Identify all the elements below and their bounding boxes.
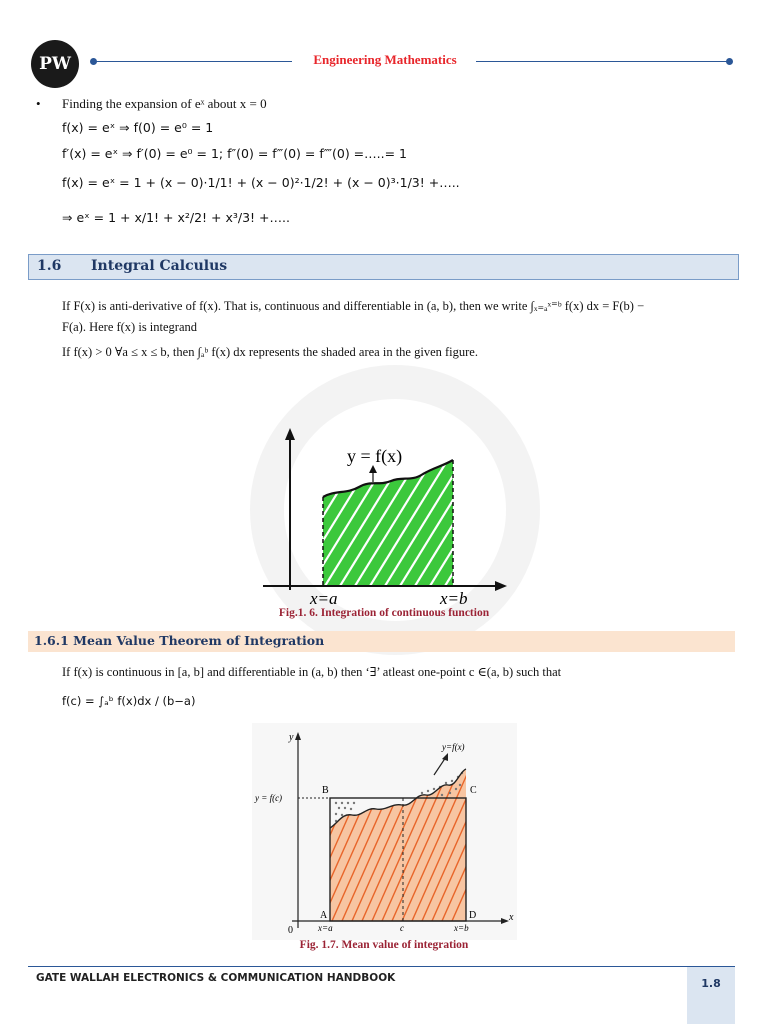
section-title: Integral Calculus — [91, 258, 228, 274]
x-axis-arrow-icon — [501, 918, 509, 924]
pw-logo: PW — [31, 40, 79, 88]
mvt-figure — [252, 723, 517, 940]
pointer-arrow-icon — [369, 465, 377, 473]
label-x-b: x=b — [440, 589, 468, 608]
label-origin: 0 — [288, 925, 293, 936]
curve-label: y=f(x) — [442, 742, 465, 752]
shaded-area — [323, 460, 453, 586]
page-number: 1.8 — [687, 967, 735, 1024]
section-number: 1.6 — [37, 258, 62, 274]
label-x-a: x=a — [318, 923, 333, 933]
mvt-figure-panel — [252, 723, 517, 940]
curve-label: y = f(x) — [347, 446, 403, 466]
figure-1-caption: Fig.1. 6. Integration of continuous function — [278, 607, 490, 619]
y-axis-label: y — [289, 732, 294, 743]
mvt-para: If f(x) is continuous in [a, b] and differentiable in (a, b) then ‘∃’ atleast one-point c ∈(a, b) such that — [62, 665, 562, 679]
integral-para-line-2: F(a). Here f(x) is integrand — [62, 320, 198, 334]
integral-para-line-1: If F(x) is anti-derivative of f(x). That is, continuous and differentiable in (a, b), then we write ∫ₓ₌ₐˣ⁼ᵇ f(x) dx = F(b) − — [62, 299, 645, 313]
footer-title: GATE WALLAH ELECTRONICS & COMMUNICATION HANDBOOK — [36, 972, 396, 984]
expansion-intro: Finding the expansion of eˣ about x = 0 — [62, 96, 267, 111]
y-axis-arrow-icon — [295, 732, 301, 740]
y-axis-arrow-icon — [285, 428, 295, 440]
expansion-line-2: f′(x) = eˣ ⇒ f′(0) = e⁰ = 1; f″(0) = f‴(0) = f⁗(0) =…..= 1 — [62, 146, 408, 161]
label-c-point: C — [470, 785, 477, 796]
label-b: B — [322, 785, 329, 796]
label-x-b: x=b — [454, 923, 469, 933]
label-d: D — [469, 910, 477, 921]
header-rule-left — [96, 61, 292, 62]
label-c: c — [400, 923, 404, 933]
expansion-line-4: ⇒ eˣ = 1 + x/1! + x²/2! + x³/3! +….. — [62, 210, 290, 225]
x-axis-arrow-icon — [495, 581, 507, 591]
subsection-title: 1.6.1 Mean Value Theorem of Integration — [34, 633, 325, 648]
header-title: Engineering Mathematics — [313, 52, 457, 67]
expansion-line-1: f(x) = eˣ ⇒ f(0) = e⁰ = 1 — [62, 120, 214, 135]
header-rule-right — [476, 61, 728, 62]
mvt-formula: f(c) = ∫ₐᵇ f(x)dx / (b−a) — [62, 694, 196, 708]
x-axis-label: x — [509, 912, 514, 923]
footer-rule — [28, 966, 735, 967]
label-y-fc: y = f(c) — [255, 793, 283, 803]
curve-pointer-arrow-icon — [442, 753, 448, 761]
subsection-heading — [28, 631, 735, 652]
figure-2-caption: Fig. 1.7. Mean value of integration — [299, 939, 469, 951]
header-dot-right — [726, 58, 733, 65]
label-x-a: x=a — [310, 589, 338, 608]
expansion-line-3: f(x) = eˣ = 1 + (x − 0)·1/1! + (x − 0)²·1/2! + (x − 0)³·1/3! +….. — [62, 175, 460, 190]
bullet: • — [36, 96, 41, 111]
integral-para-shaded: If f(x) > 0 ∀a ≤ x ≤ b, then ∫ₐᵇ f(x) dx represents the shaded area in the given figure. — [62, 345, 478, 359]
section-heading — [28, 254, 739, 280]
label-a: A — [320, 910, 328, 921]
integration-figure — [255, 420, 520, 610]
